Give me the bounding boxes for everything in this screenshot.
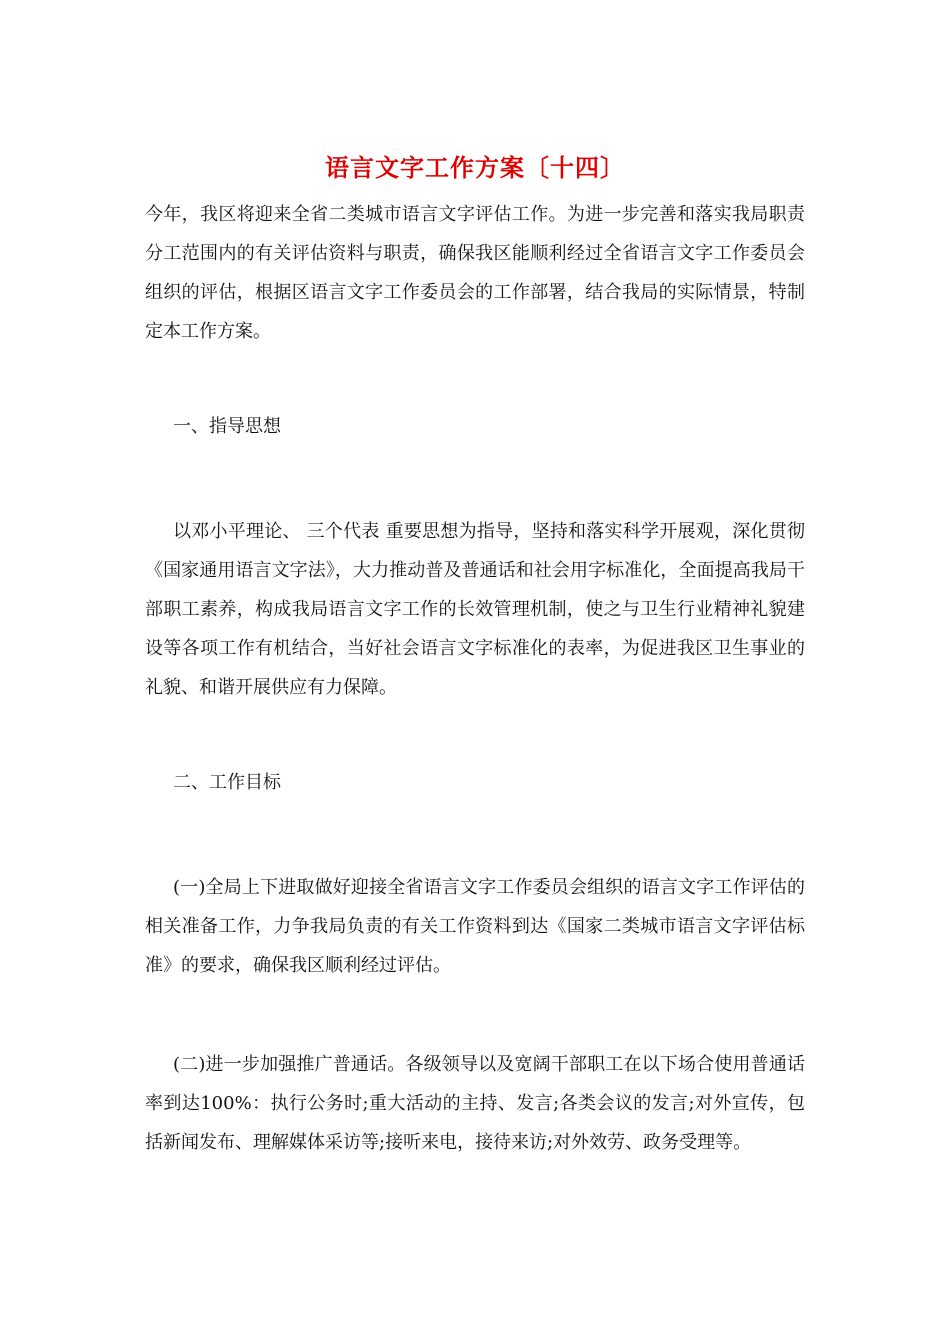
section-heading-work-goals: 二、工作目标 bbox=[173, 772, 281, 793]
intro-paragraph: 今年，我区将迎来全省二类城市语言文字评估工作。为进一步完善和落实我局职责分工范围内的有关评估资料与职责，确保我区能顺利经过全省语言文字工作委员会组织的评估，根据区语言文字工作委员会的工作部署，结合我局的实际情景，特制定本工作方案。 bbox=[145, 204, 805, 342]
goal-paragraph-2: (二)进一步加强推广普通话。各级领导以及宽阔干部职工在以下场合使用普通话率到达100%：执行公务时;重大活动的主持、发言;各类会议的发言;对外宣传，包括新闻发布、理解媒体采访等;接听来电，接待来访;对外效劳、政务受理等。 bbox=[145, 1054, 805, 1153]
document-title: 语言文字工作方案〔十四〕 bbox=[325, 153, 625, 182]
section-heading-guiding-thought: 一、指导思想 bbox=[173, 416, 281, 437]
goal-paragraph-1: (一)全局上下进取做好迎接全省语言文字工作委员会组织的语言文字工作评估的相关准备工作，力争我局负责的有关工作资料到达《国家二类城市语言文字评估标准》的要求，确保我区顺利经过评估。 bbox=[145, 877, 805, 976]
guiding-thought-paragraph: 以邓小平理论、 三个代表 重要思想为指导，坚持和落实科学开展观，深化贯彻《国家通用语言文字法》，大力推动普及普通话和社会用字标准化，全面提高我局干部职工素养，构成我局语言文字工作的长效管理机制，使之与卫生行业精神礼貌建设等各项工作有机结合，当好社会语言文字标准化的表率，为促进我区卫生事业的礼貌、和谐开展供应有力保障。 bbox=[145, 521, 805, 698]
